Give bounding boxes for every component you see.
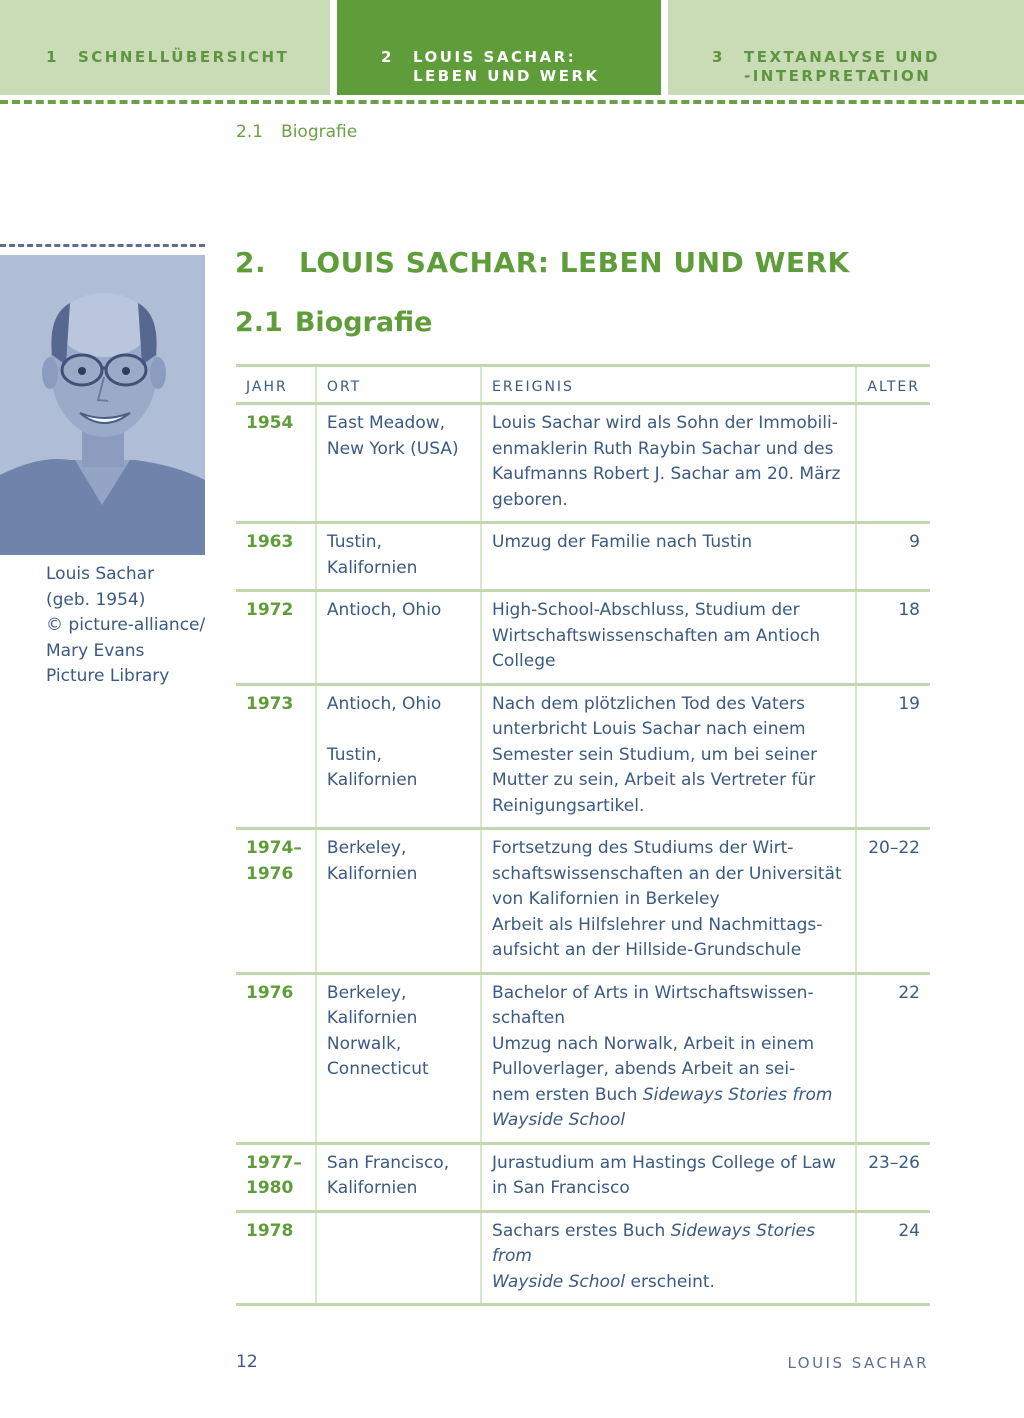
cell-line: Tustin, (326, 744, 382, 765)
cell-line: Umzug der Familie nach Tustin (492, 532, 753, 552)
cell-line: Pulloverlager, abends Arbeit an sei- (492, 1059, 796, 1079)
age-cell: 19 (856, 684, 930, 829)
cell-line: 1974– (246, 838, 302, 858)
event-cell (481, 1143, 856, 1211)
tab-number: 3 (712, 48, 725, 66)
cell-line (492, 1270, 845, 1296)
biography-table (236, 364, 930, 1306)
cell-line: College (492, 651, 556, 671)
age-cell: 23–26 (856, 1143, 930, 1211)
column-header-age: ALTER (856, 366, 930, 404)
year-cell (236, 404, 316, 523)
cell-line: Antioch, Ohio (326, 600, 442, 620)
cell-line: geboren. (492, 489, 568, 510)
cell-line: unterbricht Louis Sachar nach einem (492, 719, 806, 739)
event-cell (481, 829, 856, 974)
cell-line: Fortsetzung des Studiums der Wirt- (492, 838, 794, 858)
breadcrumb-number: 2.1 (236, 122, 264, 142)
cell-line: schaften (492, 1008, 566, 1028)
cell-line: in San Francisco (492, 1178, 630, 1198)
cell-line (492, 1083, 845, 1109)
header-divider (0, 100, 1024, 104)
cell-line: Connecticut (326, 1059, 429, 1079)
tab-label: LOUIS SACHAR: LEBEN UND WERK (413, 48, 600, 85)
cell-line: New York (USA) (326, 438, 459, 459)
cell-line: 1976 (246, 863, 294, 884)
cell-line: Arbeit als Hilfslehrer und Nachmittags- (492, 914, 823, 935)
cell-line: Umzug nach Norwalk, Arbeit in einem (492, 1033, 815, 1054)
cell-line: Wirtschaftswissenschaften am Antioch (492, 625, 821, 646)
cell-line: 1976 (246, 982, 294, 1003)
portrait-illustration (0, 255, 205, 555)
year-cell (236, 523, 316, 591)
cell-line: Kalifornien (326, 1008, 418, 1028)
column-header-year: JAHR (246, 379, 288, 395)
table-row (236, 829, 930, 974)
event-text: nem ersten Buch (492, 1084, 643, 1105)
age-cell: 20–22 (856, 829, 930, 974)
place-cell (316, 1211, 481, 1305)
table-row (236, 591, 930, 685)
place-cell (316, 973, 481, 1143)
tab-schnelluebersicht[interactable] (0, 0, 330, 95)
cell-line: 1978 (246, 1220, 294, 1241)
book-title: Wayside School (492, 1271, 626, 1292)
cell-line: Jurastudium am Hastings College of Law (492, 1152, 836, 1173)
section-heading (235, 307, 432, 338)
caption-line: Louis Sachar (46, 564, 155, 584)
cell-line: High-School-Abschluss, Studium der (492, 600, 800, 620)
table-row (236, 1211, 930, 1305)
cell-line: 1972 (246, 600, 294, 620)
cell-line: Berkeley, (326, 838, 407, 858)
age-cell: 24 (856, 1211, 930, 1305)
age-cell: 18 (856, 591, 930, 685)
table-row (236, 404, 930, 523)
tab-label: TEXTANALYSE UND -INTERPRETATION (744, 48, 940, 85)
cell-line (492, 1219, 845, 1270)
chapter-number: 2. (235, 246, 267, 279)
caption-line: (geb. 1954) (46, 589, 146, 610)
book-title: Sideways Stories from (642, 1084, 833, 1105)
table-header-row (236, 366, 930, 404)
cell-line (327, 717, 470, 743)
event-text: erscheint. (625, 1271, 715, 1292)
cell-line: Kalifornien (326, 770, 418, 790)
cell-line: Kalifornien (326, 863, 418, 884)
cell-line: Reinigungsartikel. (492, 795, 645, 816)
tab-leben-und-werk[interactable] (337, 0, 661, 95)
cell-line: enmaklerin Ruth Raybin Sachar und des (492, 438, 834, 459)
page-number: 12 (236, 1352, 258, 1372)
tab-number: 1 (46, 48, 59, 66)
event-cell (481, 684, 856, 829)
cell-line: aufsicht an der Hillside-Grundschule (492, 940, 802, 960)
book-title: Sideways Stories from (492, 1220, 815, 1266)
place-cell (316, 523, 481, 591)
section-number: 2.1 (235, 307, 283, 338)
cell-line: schaftswissenschaften an der Universität (492, 863, 842, 884)
year-cell (236, 684, 316, 829)
cell-line: Berkeley, (326, 982, 407, 1003)
event-cell (481, 973, 856, 1143)
chapter-heading (235, 246, 850, 279)
age-cell: 9 (856, 523, 930, 591)
cell-line: Louis Sachar wird als Sohn der Immobili- (492, 413, 838, 433)
tab-number: 2 (381, 48, 394, 66)
cell-line: 1954 (246, 413, 294, 433)
cell-line: 1980 (246, 1178, 294, 1198)
place-cell (316, 591, 481, 685)
column-header-place: ORT (316, 366, 481, 404)
year-cell (236, 1143, 316, 1211)
table-row (236, 684, 930, 829)
cell-line: Bachelor of Arts in Wirtschaftswissen- (492, 982, 814, 1003)
cell-line: von Kalifornien in Berkeley (492, 889, 720, 909)
cell-line: Nach dem plötzlichen Tod des Vaters (492, 693, 805, 714)
breadcrumb-title: Biografie (281, 122, 358, 142)
photo-caption (46, 562, 205, 690)
event-cell (481, 1211, 856, 1305)
age-cell (856, 404, 930, 523)
caption-line: Mary Evans (46, 640, 145, 661)
cell-line: San Francisco, (326, 1152, 450, 1173)
caption-line: © picture-alliance/ (46, 615, 206, 635)
cell-line: Semester sein Studium, um bei seiner (492, 744, 818, 765)
chapter-nav (0, 0, 1024, 95)
place-cell (316, 404, 481, 523)
running-footer: LOUIS SACHAR (787, 1354, 929, 1372)
table-row (236, 973, 930, 1143)
tab-textanalyse[interactable] (668, 0, 1024, 95)
cell-line: 1977– (246, 1152, 302, 1173)
cell-line: Kalifornien (326, 557, 418, 578)
event-cell (481, 591, 856, 685)
place-cell (316, 829, 481, 974)
column-header-event: EREIGNIS (481, 366, 856, 404)
table-row (236, 1143, 930, 1211)
author-portrait (0, 255, 205, 555)
event-cell (481, 404, 856, 523)
cell-line (492, 1108, 845, 1134)
section-title: Biografie (294, 307, 433, 338)
breadcrumb (236, 122, 357, 142)
year-cell (236, 591, 316, 685)
caption-line: Picture Library (46, 666, 170, 686)
cell-line: Norwalk, (326, 1033, 402, 1054)
cell-line: Mutter zu sein, Arbeit als Vertreter für (492, 770, 816, 790)
place-cell (316, 684, 481, 829)
year-cell (236, 973, 316, 1143)
year-cell (236, 829, 316, 974)
cell-line: East Meadow, (326, 413, 446, 433)
event-cell (481, 523, 856, 591)
table-row (236, 523, 930, 591)
age-cell: 22 (856, 973, 930, 1143)
book-title: Wayside School (492, 1110, 626, 1130)
cell-line: Kaufmanns Robert J. Sachar am 20. März (492, 464, 841, 484)
cell-line: 1973 (246, 693, 294, 714)
cell-line: Kalifornien (326, 1178, 418, 1198)
cell-line (327, 1219, 470, 1245)
tab-label: SCHNELLÜBERSICHT (78, 48, 290, 66)
year-cell (236, 1211, 316, 1305)
place-cell (316, 1143, 481, 1211)
cell-line: Tustin, (326, 532, 382, 552)
event-text: Sachars erstes Buch (492, 1220, 671, 1241)
cell-line: 1963 (246, 532, 294, 552)
cell-line: Antioch, Ohio (326, 693, 442, 714)
photo-divider (0, 244, 205, 247)
chapter-title: LOUIS SACHAR: LEBEN UND WERK (299, 246, 850, 279)
